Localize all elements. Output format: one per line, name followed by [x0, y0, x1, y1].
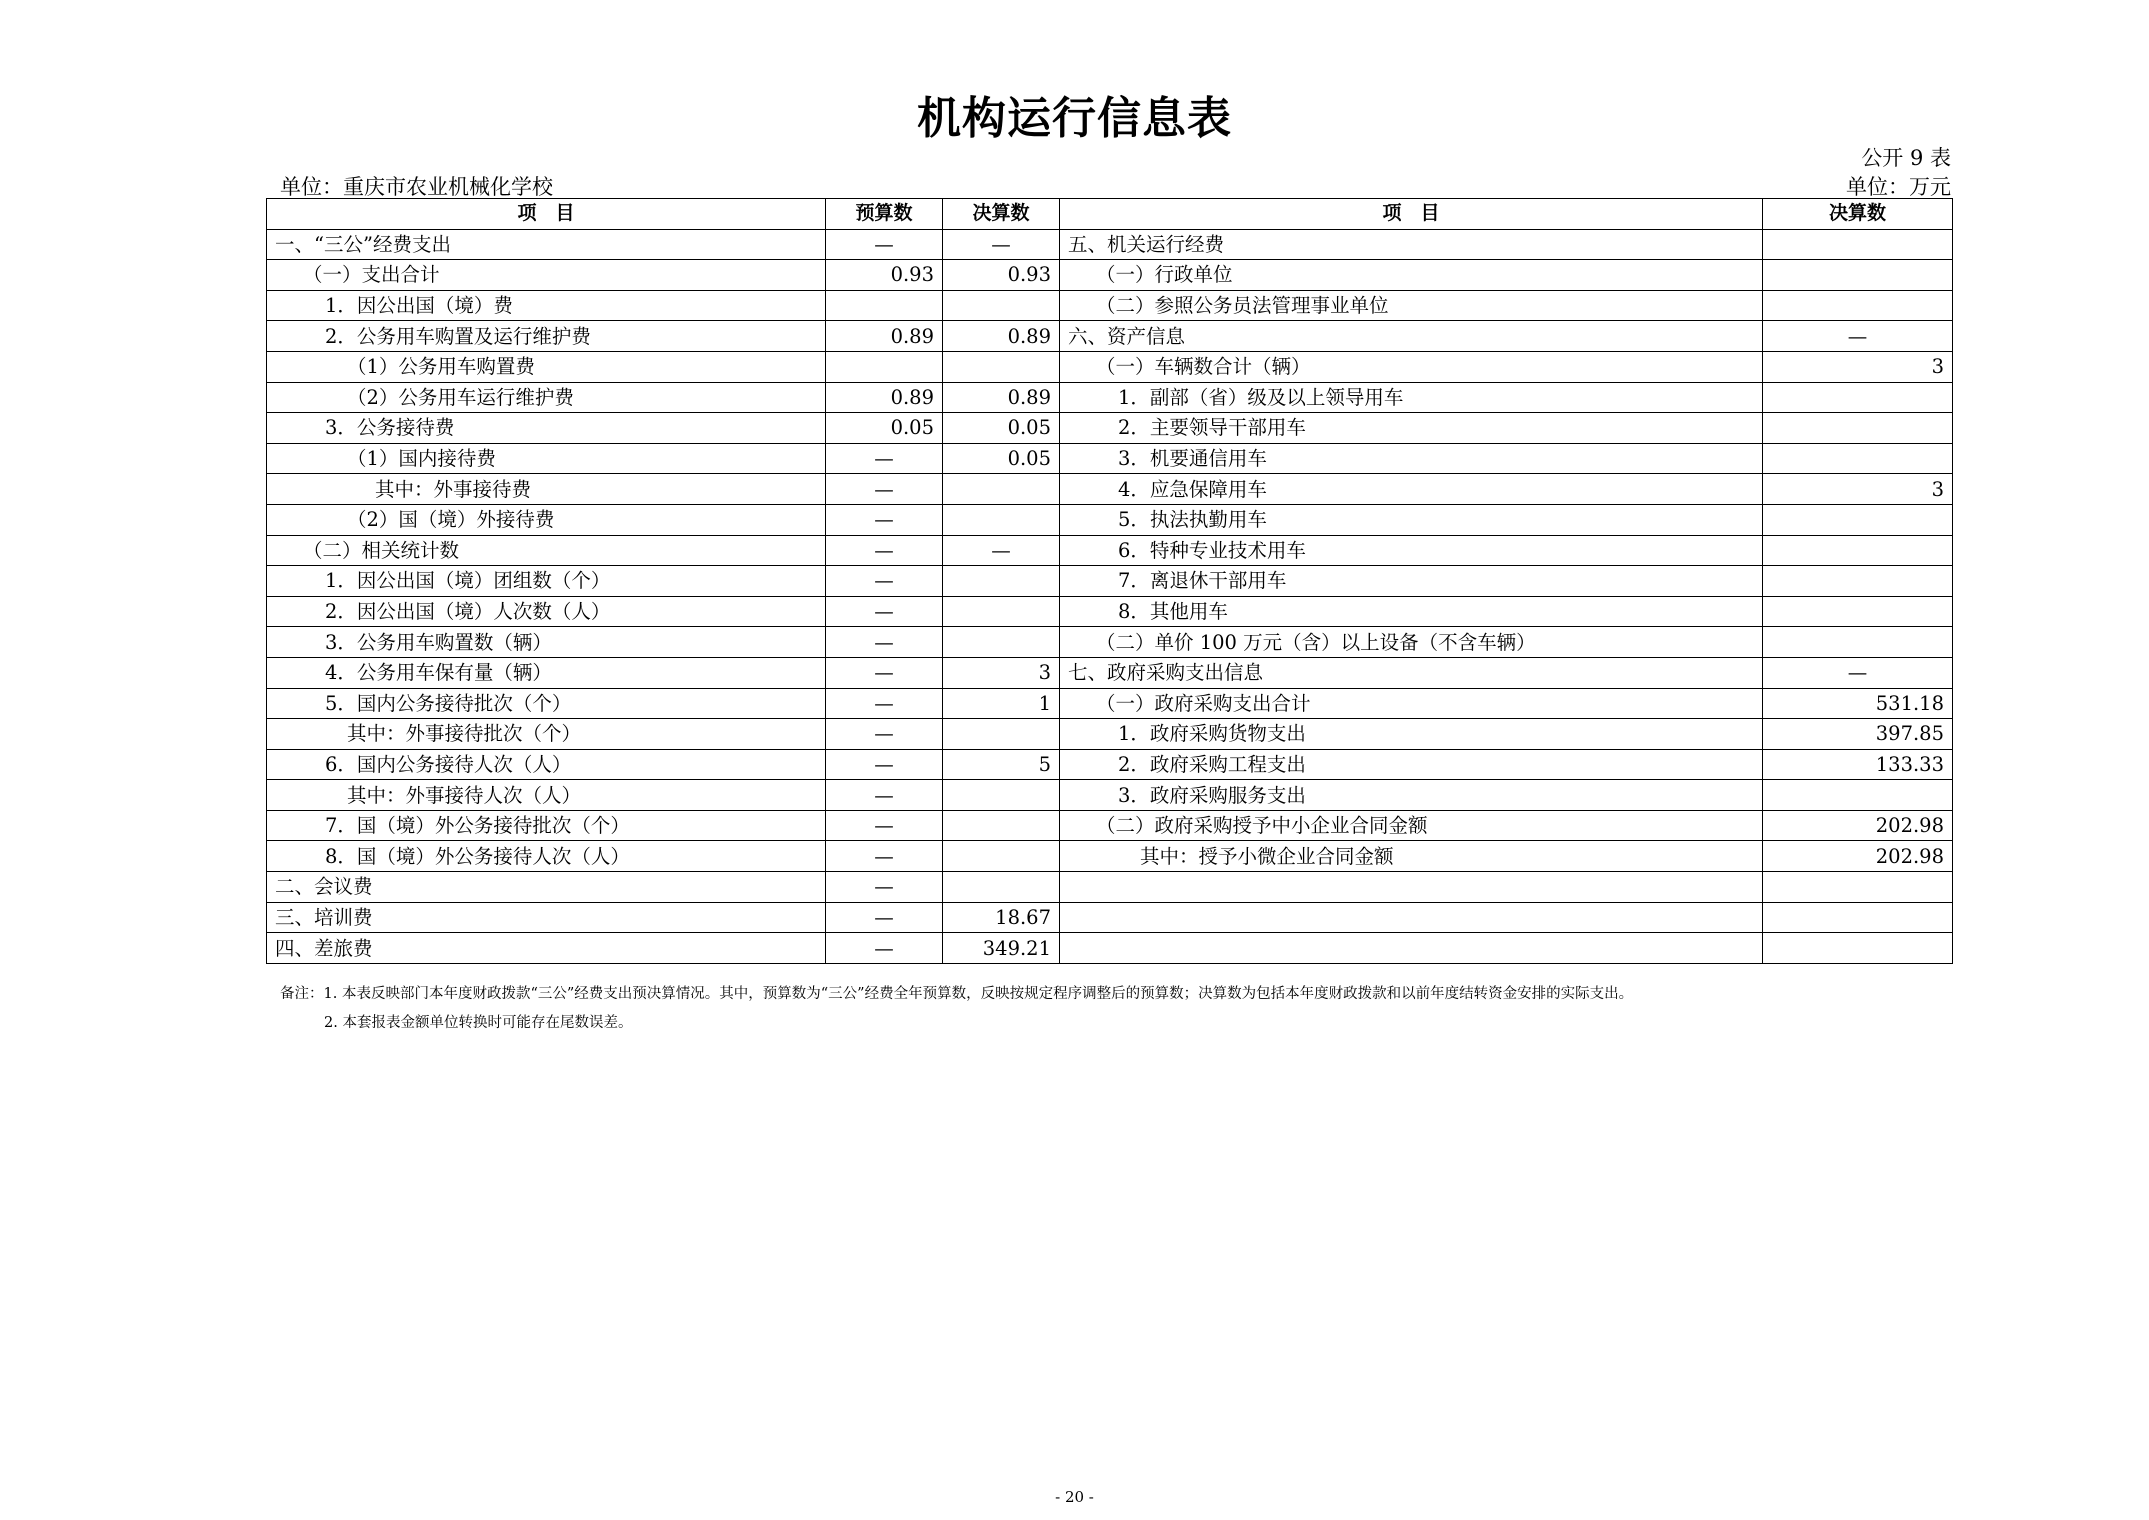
note-2: 2. 本套报表金额单位转换时可能存在尾数误差。 — [324, 1015, 633, 1031]
right-item-label: 3．机要通信用车 — [1060, 443, 1763, 474]
right-final-value — [1763, 780, 1953, 811]
table-row — [267, 382, 1953, 413]
right-item-label: （二）单价 100 万元（含）以上设备（不含车辆） — [1060, 627, 1763, 658]
table-row — [267, 413, 1953, 444]
left-budget-value: — — [826, 229, 943, 260]
left-final-value — [943, 841, 1060, 872]
left-item-label: 二、会议费 — [267, 872, 826, 903]
right-final-value — [1763, 627, 1953, 658]
page-title: 机构运行信息表 — [917, 93, 1232, 144]
table-row — [267, 810, 1953, 841]
header-left-budget: 预算数 — [826, 199, 943, 230]
right-item-label: 3．政府采购服务支出 — [1060, 780, 1763, 811]
left-final-value: 1 — [943, 688, 1060, 719]
header-right-item: 项 目 — [1060, 199, 1763, 230]
left-budget-value: — — [826, 443, 943, 474]
right-item-label: 7．离退休干部用车 — [1060, 566, 1763, 597]
left-item-label: 4．公务用车保有量（辆） — [267, 657, 826, 688]
header-right-final: 决算数 — [1763, 199, 1953, 230]
left-item-label: 5．国内公务接待批次（个） — [267, 688, 826, 719]
left-final-value: 0.89 — [943, 321, 1060, 352]
right-item-label: 1．副部（省）级及以上领导用车 — [1060, 382, 1763, 413]
left-item-label: 1．因公出国（境）费 — [267, 290, 826, 321]
left-final-value: 5 — [943, 749, 1060, 780]
right-item-label: 2．政府采购工程支出 — [1060, 749, 1763, 780]
page-number: - 20 - — [1055, 1488, 1094, 1506]
right-final-value — [1763, 902, 1953, 933]
left-item-label: 3．公务接待费 — [267, 413, 826, 444]
left-budget-value — [826, 351, 943, 382]
left-budget-value: 0.89 — [826, 382, 943, 413]
right-item-label — [1060, 902, 1763, 933]
right-final-value — [1763, 413, 1953, 444]
right-item-label — [1060, 872, 1763, 903]
left-item-label: 四、差旅费 — [267, 933, 826, 964]
left-final-value — [943, 504, 1060, 535]
left-final-value: 349.21 — [943, 933, 1060, 964]
table-row — [267, 260, 1953, 291]
right-final-value — [1763, 260, 1953, 291]
note-1: 备注：1. 本表反映部门本年度财政拨款“三公”经费支出预决算情况。其中，预算数为“三公”经费全年预算数，反映按规定程序调整后的预算数；决算数为包括本年度财政拨款和以前年度结转资金安排的实际支出。 — [280, 986, 1634, 1002]
left-item-label: 2．因公出国（境）人次数（人） — [267, 596, 826, 627]
right-final-value — [1763, 933, 1953, 964]
left-budget-value: — — [826, 566, 943, 597]
left-final-value — [943, 719, 1060, 750]
left-budget-value: — — [826, 872, 943, 903]
left-final-value: 18.67 — [943, 902, 1060, 933]
right-final-value: 3 — [1763, 351, 1953, 382]
table-row — [267, 443, 1953, 474]
right-item-label: （一）车辆数合计（辆） — [1060, 351, 1763, 382]
table-row — [267, 657, 1953, 688]
right-item-label: 其中：授予小微企业合同金额 — [1060, 841, 1763, 872]
right-final-value: 3 — [1763, 474, 1953, 505]
right-item-label: （一）政府采购支出合计 — [1060, 688, 1763, 719]
left-budget-value: — — [826, 841, 943, 872]
right-item-label: 8．其他用车 — [1060, 596, 1763, 627]
left-final-value — [943, 566, 1060, 597]
right-item-label: 5．执法执勤用车 — [1060, 504, 1763, 535]
left-budget-value: — — [826, 810, 943, 841]
left-item-label: （2）公务用车运行维护费 — [267, 382, 826, 413]
right-final-value — [1763, 872, 1953, 903]
table-row — [267, 566, 1953, 597]
right-final-value: — — [1763, 657, 1953, 688]
table-row — [267, 504, 1953, 535]
left-budget-value: — — [826, 719, 943, 750]
left-budget-value: 0.89 — [826, 321, 943, 352]
table-row — [267, 933, 1953, 964]
left-final-value — [943, 780, 1060, 811]
right-final-value — [1763, 535, 1953, 566]
left-final-value — [943, 872, 1060, 903]
left-item-label: 2．公务用车购置及运行维护费 — [267, 321, 826, 352]
left-item-label: 其中：外事接待人次（人） — [267, 780, 826, 811]
left-item-label: （二）相关统计数 — [267, 535, 826, 566]
table-row — [267, 535, 1953, 566]
left-item-label: 6．国内公务接待人次（人） — [267, 749, 826, 780]
left-item-label: 7．国（境）外公务接待批次（个） — [267, 810, 826, 841]
table-body — [267, 229, 1953, 963]
left-final-value: 0.93 — [943, 260, 1060, 291]
left-final-value: 0.05 — [943, 413, 1060, 444]
right-item-label: （二）政府采购授予中小企业合同金额 — [1060, 810, 1763, 841]
left-budget-value: — — [826, 933, 943, 964]
left-budget-value: 0.05 — [826, 413, 943, 444]
left-final-value — [943, 474, 1060, 505]
left-item-label: 三、培训费 — [267, 902, 826, 933]
right-item-label: 五、机关运行经费 — [1060, 229, 1763, 260]
left-budget-value: — — [826, 474, 943, 505]
left-item-label: （2）国（境）外接待费 — [267, 504, 826, 535]
right-final-value: — — [1763, 321, 1953, 352]
form-number: 公开 9 表 — [1861, 146, 1951, 170]
right-final-value — [1763, 566, 1953, 597]
left-budget-value: — — [826, 902, 943, 933]
left-final-value — [943, 627, 1060, 658]
amount-unit: 单位：万元 — [1846, 175, 1951, 199]
right-item-label: 2．主要领导干部用车 — [1060, 413, 1763, 444]
left-budget-value — [826, 290, 943, 321]
right-final-value: 202.98 — [1763, 841, 1953, 872]
left-budget-value: — — [826, 535, 943, 566]
notes — [280, 980, 1633, 1038]
left-final-value — [943, 596, 1060, 627]
right-final-value: 531.18 — [1763, 688, 1953, 719]
left-budget-value: — — [826, 749, 943, 780]
right-final-value — [1763, 596, 1953, 627]
right-final-value — [1763, 504, 1953, 535]
table-row — [267, 474, 1953, 505]
left-final-value: 0.89 — [943, 382, 1060, 413]
left-final-value — [943, 290, 1060, 321]
right-final-value: 133.33 — [1763, 749, 1953, 780]
left-item-label: （1）公务用车购置费 — [267, 351, 826, 382]
left-item-label: （1）国内接待费 — [267, 443, 826, 474]
table-header-row — [267, 199, 1953, 230]
table-row — [267, 780, 1953, 811]
right-final-value: 397.85 — [1763, 719, 1953, 750]
right-item-label — [1060, 933, 1763, 964]
left-item-label: 一、“三公”经费支出 — [267, 229, 826, 260]
table-row — [267, 627, 1953, 658]
left-item-label: 其中：外事接待费 — [267, 474, 826, 505]
left-budget-value: — — [826, 596, 943, 627]
left-final-value: — — [943, 229, 1060, 260]
left-item-label: 8．国（境）外公务接待人次（人） — [267, 841, 826, 872]
right-item-label: 七、政府采购支出信息 — [1060, 657, 1763, 688]
table-row — [267, 351, 1953, 382]
table-row — [267, 596, 1953, 627]
table-row — [267, 841, 1953, 872]
table-row — [267, 872, 1953, 903]
left-final-value — [943, 810, 1060, 841]
left-budget-value: — — [826, 627, 943, 658]
table-row — [267, 719, 1953, 750]
right-final-value: 202.98 — [1763, 810, 1953, 841]
right-final-value — [1763, 229, 1953, 260]
operation-info-table — [266, 198, 1953, 964]
left-item-label: 其中：外事接待批次（个） — [267, 719, 826, 750]
left-item-label: 1．因公出国（境）团组数（个） — [267, 566, 826, 597]
left-budget-value: — — [826, 780, 943, 811]
table-row — [267, 749, 1953, 780]
header-left-item: 项 目 — [267, 199, 826, 230]
right-final-value — [1763, 382, 1953, 413]
left-final-value: — — [943, 535, 1060, 566]
left-final-value: 0.05 — [943, 443, 1060, 474]
left-item-label: 3．公务用车购置数（辆） — [267, 627, 826, 658]
left-final-value: 3 — [943, 657, 1060, 688]
right-item-label: 1．政府采购货物支出 — [1060, 719, 1763, 750]
left-budget-value: 0.93 — [826, 260, 943, 291]
left-item-label: （一）支出合计 — [267, 260, 826, 291]
table-row — [267, 902, 1953, 933]
right-item-label: 4．应急保障用车 — [1060, 474, 1763, 505]
left-budget-value: — — [826, 504, 943, 535]
right-item-label: 6．特种专业技术用车 — [1060, 535, 1763, 566]
left-budget-value: — — [826, 657, 943, 688]
table-row — [267, 688, 1953, 719]
header-left-final: 决算数 — [943, 199, 1060, 230]
right-item-label: （一）行政单位 — [1060, 260, 1763, 291]
right-final-value — [1763, 443, 1953, 474]
table-row — [267, 321, 1953, 352]
left-budget-value: — — [826, 688, 943, 719]
table-row — [267, 229, 1953, 260]
left-final-value — [943, 351, 1060, 382]
right-item-label: （二）参照公务员法管理事业单位 — [1060, 290, 1763, 321]
right-item-label: 六、资产信息 — [1060, 321, 1763, 352]
reporting-unit: 单位：重庆市农业机械化学校 — [280, 175, 553, 199]
table-row — [267, 290, 1953, 321]
right-final-value — [1763, 290, 1953, 321]
